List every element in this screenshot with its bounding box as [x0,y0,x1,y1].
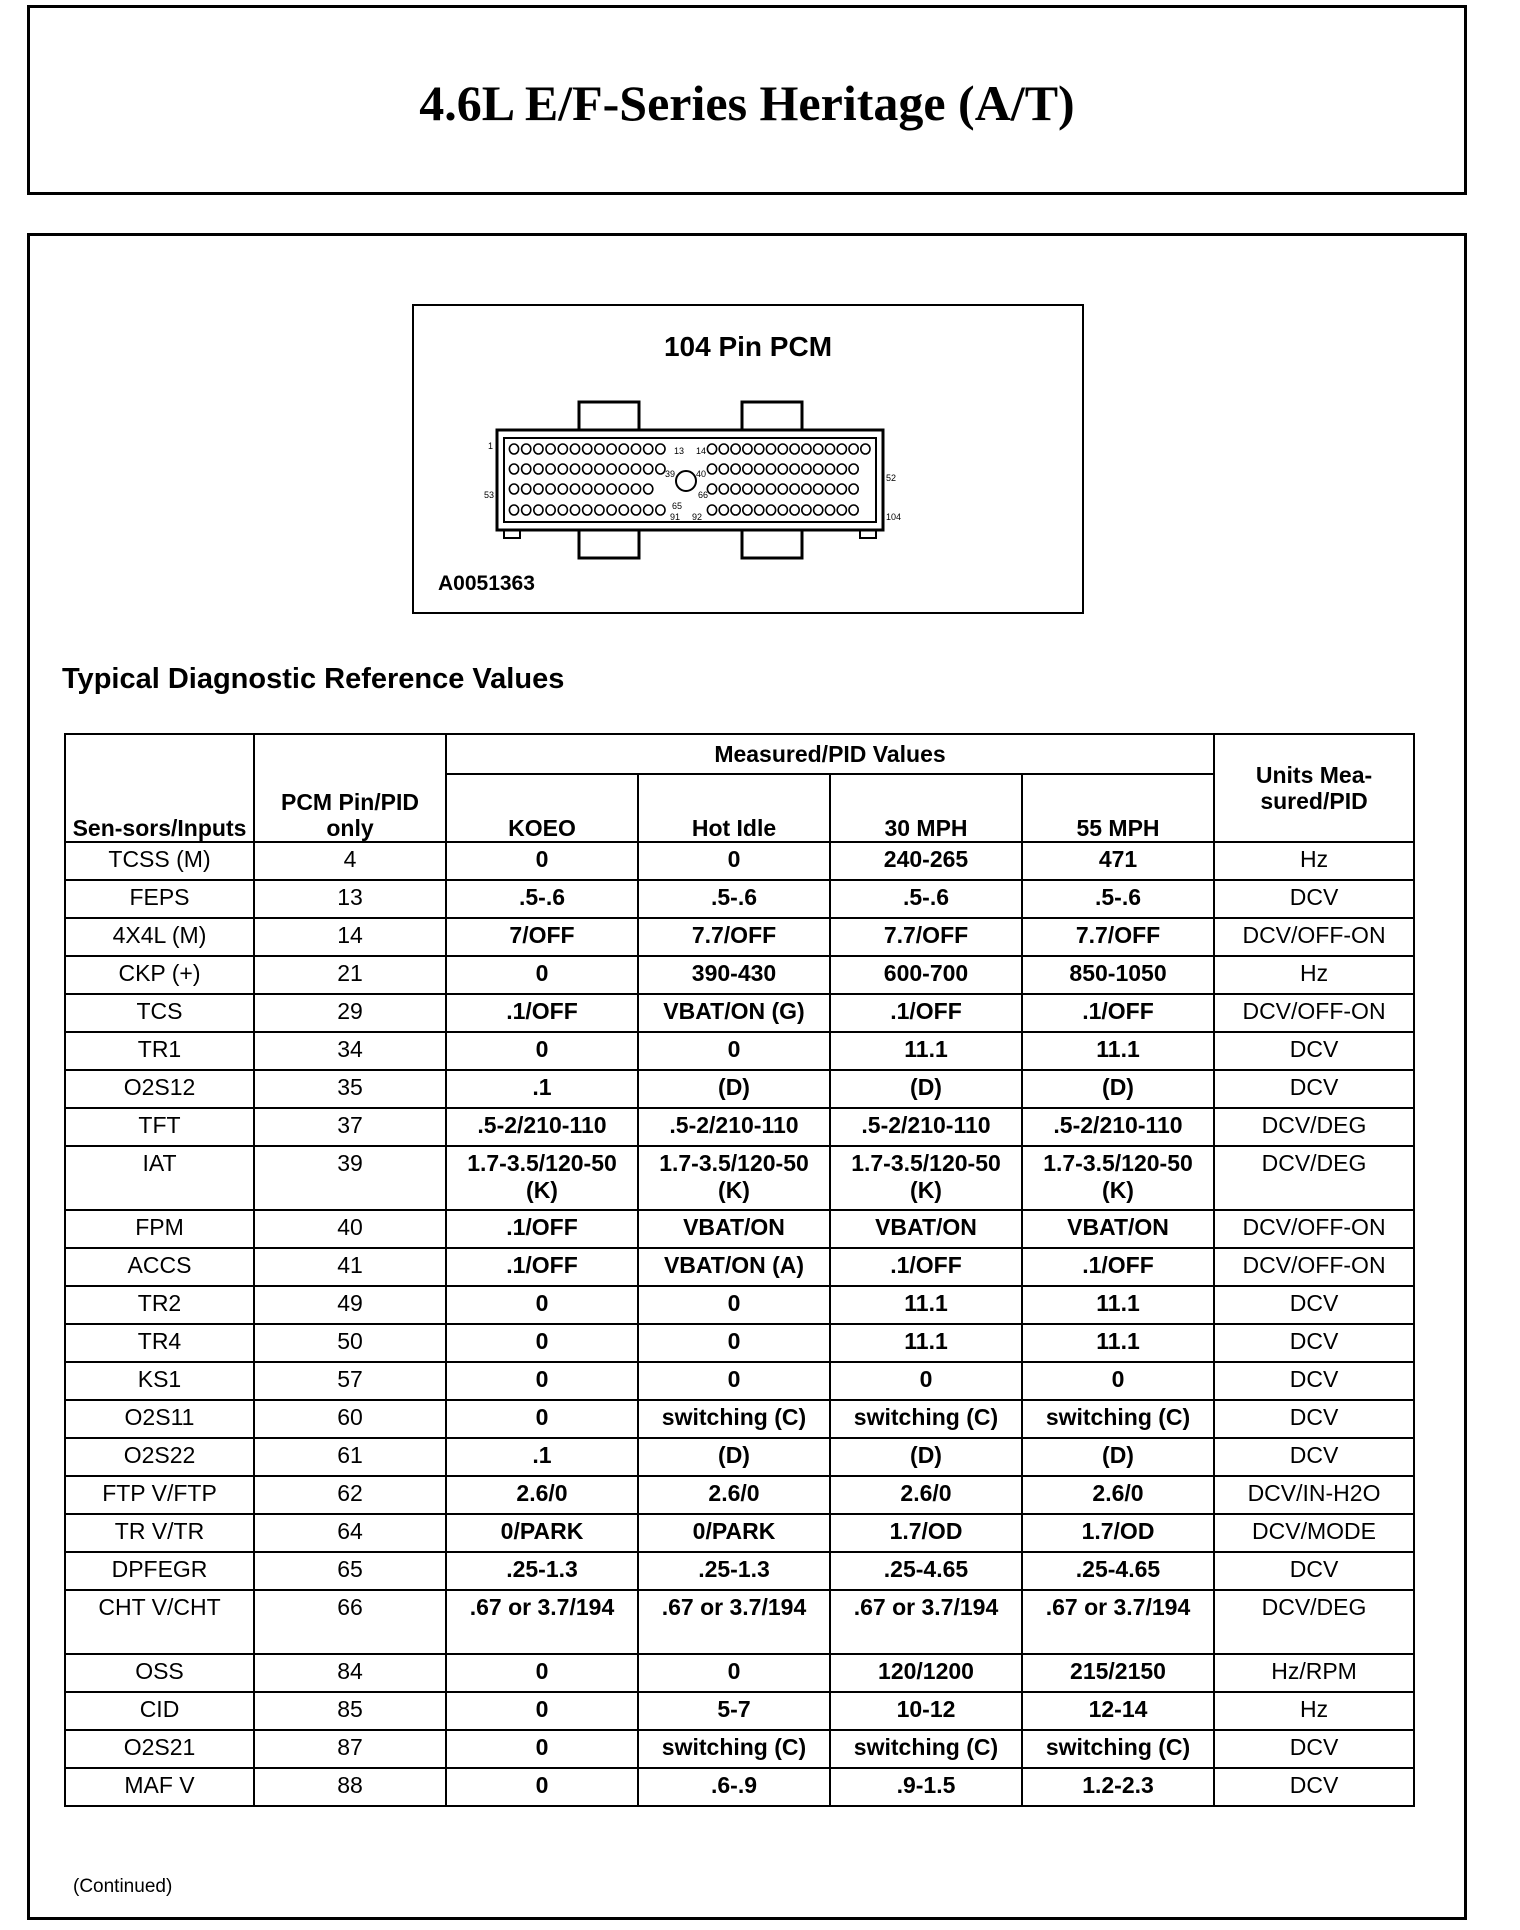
cell-mph55: 850-1050 [1022,956,1214,994]
cell-pin: 57 [254,1362,446,1400]
table-row [65,1070,1414,1108]
cell-koeo: 0 [446,1324,638,1362]
header-units: Units Mea-sured/PID [1214,734,1414,842]
cell-mph30: 600-700 [830,956,1022,994]
pin-label-104: 104 [886,512,902,522]
cell-hot-idle: 0 [638,842,830,880]
cell-pin: 61 [254,1438,446,1476]
header-hot-idle: Hot Idle [638,774,830,842]
cell-units: Hz [1214,1692,1414,1730]
cell-hot-idle: VBAT/ON (A) [638,1248,830,1286]
cell-sensor: CHT V/CHT [65,1590,254,1654]
title-box [27,5,1467,195]
table-row [65,918,1414,956]
cell-hot-idle: 0 [638,1286,830,1324]
cell-pin: 40 [254,1210,446,1248]
cell-units: DCV [1214,1362,1414,1400]
table-row [65,1476,1414,1514]
cell-hot-idle: switching (C) [638,1730,830,1768]
cell-koeo: .1/OFF [446,1210,638,1248]
cell-koeo: 0 [446,1286,638,1324]
cell-mph30: .1/OFF [830,994,1022,1032]
cell-mph55: 471 [1022,842,1214,880]
cell-koeo: 0 [446,1768,638,1806]
table-row [65,1400,1414,1438]
cell-mph55: 11.1 [1022,1324,1214,1362]
pin-label-91: 91 [670,512,681,522]
cell-units: DCV/DEG [1214,1590,1414,1654]
cell-mph30: .67 or 3.7/194 [830,1590,1022,1654]
cell-mph55: (D) [1022,1070,1214,1108]
cell-pin: 49 [254,1286,446,1324]
cell-mph30: .5-.6 [830,880,1022,918]
cell-mph30: 240-265 [830,842,1022,880]
cell-pin: 21 [254,956,446,994]
cell-mph55: 7.7/OFF [1022,918,1214,956]
cell-koeo: .5-2/210-110 [446,1108,638,1146]
cell-mph30: switching (C) [830,1400,1022,1438]
cell-pin: 37 [254,1108,446,1146]
cell-pin: 29 [254,994,446,1032]
cell-hot-idle: .25-1.3 [638,1552,830,1590]
cell-mph55: .5-.6 [1022,880,1214,918]
cell-mph55: 1.7-3.5/120-50 (K) [1022,1146,1214,1210]
table-row [65,1108,1414,1146]
cell-units: Hz [1214,956,1414,994]
cell-pin: 64 [254,1514,446,1552]
cell-units: DCV/IN-H2O [1214,1476,1414,1514]
cell-sensor: KS1 [65,1362,254,1400]
diagram-code: A0051363 [438,572,535,595]
cell-mph30: .9-1.5 [830,1768,1022,1806]
cell-hot-idle: .5-.6 [638,880,830,918]
pin-label-53: 53 [484,490,495,500]
cell-pin: 39 [254,1146,446,1210]
cell-sensor: TFT [65,1108,254,1146]
cell-mph55: 0 [1022,1362,1214,1400]
cell-units: DCV [1214,1286,1414,1324]
cell-mph30: VBAT/ON [830,1210,1022,1248]
table-row [65,956,1414,994]
cell-mph55: 11.1 [1022,1286,1214,1324]
cell-koeo: 0 [446,1654,638,1692]
pin-label-65: 65 [672,501,683,511]
cell-mph55: (D) [1022,1438,1214,1476]
table-row [65,1692,1414,1730]
cell-hot-idle: .5-2/210-110 [638,1108,830,1146]
cell-koeo: .67 or 3.7/194 [446,1590,638,1654]
table-row [65,994,1414,1032]
pin-label-40: 40 [696,469,707,479]
cell-sensor: MAF V [65,1768,254,1806]
cell-units: DCV [1214,1438,1414,1476]
cell-pin: 14 [254,918,446,956]
pin-label-13: 13 [674,446,685,456]
table-row [65,1552,1414,1590]
cell-mph55: .1/OFF [1022,1248,1214,1286]
cell-mph55: switching (C) [1022,1730,1214,1768]
cell-hot-idle: (D) [638,1070,830,1108]
cell-sensor: O2S21 [65,1730,254,1768]
cell-units: Hz/RPM [1214,1654,1414,1692]
cell-mph30: .5-2/210-110 [830,1108,1022,1146]
cell-koeo: .1 [446,1070,638,1108]
cell-pin: 62 [254,1476,446,1514]
cell-sensor: TR4 [65,1324,254,1362]
header-measured: Measured/PID Values [446,734,1214,774]
cell-units: DCV [1214,1768,1414,1806]
cell-units: DCV [1214,1552,1414,1590]
table-row [65,1324,1414,1362]
cell-pin: 87 [254,1730,446,1768]
pin-label-14: 14 [696,446,707,456]
cell-units: DCV/OFF-ON [1214,994,1414,1032]
cell-mph30: .25-4.65 [830,1552,1022,1590]
cell-units: DCV/MODE [1214,1514,1414,1552]
cell-pin: 50 [254,1324,446,1362]
header-30-mph: 30 MPH [830,774,1022,842]
cell-mph30: 11.1 [830,1032,1022,1070]
cell-koeo: 0 [446,1692,638,1730]
cell-mph30: .1/OFF [830,1248,1022,1286]
cell-mph55: .5-2/210-110 [1022,1108,1214,1146]
cell-hot-idle: 0 [638,1032,830,1070]
cell-koeo: 0 [446,956,638,994]
cell-koeo: 7/OFF [446,918,638,956]
cell-mph55: .67 or 3.7/194 [1022,1590,1214,1654]
table-row [65,1730,1414,1768]
header-sensors: Sen-sors/Inputs [65,734,254,842]
cell-pin: 84 [254,1654,446,1692]
cell-koeo: 0 [446,1032,638,1070]
cell-mph55: 215/2150 [1022,1654,1214,1692]
pcm-title: 104 Pin PCM [663,331,833,362]
cell-hot-idle: .6-.9 [638,1768,830,1806]
pin-label-66: 66 [698,490,709,500]
pin-label-92: 92 [692,512,703,522]
header-koeo: KOEO [446,774,638,842]
table-row [65,1590,1414,1654]
cell-koeo: .25-1.3 [446,1552,638,1590]
continued-note: (Continued) [73,1876,173,1897]
cell-units: DCV/DEG [1214,1108,1414,1146]
cell-units: DCV [1214,1070,1414,1108]
cell-sensor: TR2 [65,1286,254,1324]
cell-koeo: 2.6/0 [446,1476,638,1514]
cell-pin: 4 [254,842,446,880]
table-row [65,1248,1414,1286]
cell-pin: 13 [254,880,446,918]
cell-mph55: .1/OFF [1022,994,1214,1032]
table-row [65,1514,1414,1552]
table-row [65,1438,1414,1476]
cell-hot-idle: switching (C) [638,1400,830,1438]
cell-pin: 65 [254,1552,446,1590]
cell-koeo: 0 [446,1400,638,1438]
pcm-diagram [412,304,1084,614]
cell-mph55: VBAT/ON [1022,1210,1214,1248]
table-row [65,1654,1414,1692]
cell-hot-idle: 2.6/0 [638,1476,830,1514]
cell-hot-idle: 0 [638,1362,830,1400]
cell-sensor: O2S22 [65,1438,254,1476]
cell-koeo: .5-.6 [446,880,638,918]
connector-illustration [484,386,1004,566]
cell-sensor: OSS [65,1654,254,1692]
cell-mph30: 7.7/OFF [830,918,1022,956]
cell-units: DCV/OFF-ON [1214,1210,1414,1248]
cell-mph55: 2.6/0 [1022,1476,1214,1514]
table-row [65,880,1414,918]
cell-hot-idle: 0 [638,1654,830,1692]
cell-hot-idle: 7.7/OFF [638,918,830,956]
header-pin: PCM Pin/PID only [254,734,446,842]
cell-units: DCV [1214,1324,1414,1362]
reference-table [64,733,1415,1807]
cell-sensor: O2S12 [65,1070,254,1108]
cell-sensor: CID [65,1692,254,1730]
cell-mph55: 1.7/OD [1022,1514,1214,1552]
cell-mph30: 1.7/OD [830,1514,1022,1552]
cell-mph30: 2.6/0 [830,1476,1022,1514]
cell-pin: 85 [254,1692,446,1730]
cell-mph30: switching (C) [830,1730,1022,1768]
cell-sensor: TCS [65,994,254,1032]
cell-units: DCV [1214,1730,1414,1768]
cell-sensor: TCSS (M) [65,842,254,880]
cell-hot-idle: 0 [638,1324,830,1362]
cell-sensor: O2S11 [65,1400,254,1438]
cell-koeo: .1 [446,1438,638,1476]
table-row [65,1768,1414,1806]
cell-hot-idle: 5-7 [638,1692,830,1730]
table-row [65,1210,1414,1248]
cell-hot-idle: .67 or 3.7/194 [638,1590,830,1654]
cell-mph55: 1.2-2.3 [1022,1768,1214,1806]
cell-mph55: switching (C) [1022,1400,1214,1438]
cell-mph30: 11.1 [830,1324,1022,1362]
cell-koeo: 0/PARK [446,1514,638,1552]
section-heading: Typical Diagnostic Reference Values [62,663,565,695]
table-row [65,842,1414,880]
cell-hot-idle: (D) [638,1438,830,1476]
cell-koeo: 0 [446,1362,638,1400]
cell-pin: 34 [254,1032,446,1070]
cell-pin: 41 [254,1248,446,1286]
cell-hot-idle: 1.7-3.5/120-50 (K) [638,1146,830,1210]
cell-sensor: DPFEGR [65,1552,254,1590]
cell-koeo: 0 [446,1730,638,1768]
cell-units: DCV [1214,1032,1414,1070]
cell-units: DCV/DEG [1214,1146,1414,1210]
pin-label-1: 1 [488,441,494,451]
cell-hot-idle: 390-430 [638,956,830,994]
page-title: 4.6L E/F-Series Heritage (A/T) [419,75,1075,131]
cell-sensor: TR1 [65,1032,254,1070]
cell-sensor: CKP (+) [65,956,254,994]
cell-hot-idle: 0/PARK [638,1514,830,1552]
cell-pin: 88 [254,1768,446,1806]
cell-koeo: 1.7-3.5/120-50 (K) [446,1146,638,1210]
cell-units: DCV [1214,880,1414,918]
cell-pin: 35 [254,1070,446,1108]
cell-units: Hz [1214,842,1414,880]
cell-mph30: 10-12 [830,1692,1022,1730]
cell-mph30: 120/1200 [830,1654,1022,1692]
cell-units: DCV/OFF-ON [1214,918,1414,956]
cell-sensor: ACCS [65,1248,254,1286]
cell-sensor: TR V/TR [65,1514,254,1552]
table-row [65,1032,1414,1070]
table-row [65,1146,1414,1210]
cell-sensor: FTP V/FTP [65,1476,254,1514]
cell-mph55: 12-14 [1022,1692,1214,1730]
pin-label-39: 39 [665,469,676,479]
cell-mph30: (D) [830,1438,1022,1476]
cell-units: DCV/OFF-ON [1214,1248,1414,1286]
cell-mph30: 11.1 [830,1286,1022,1324]
pin-label-52: 52 [886,473,897,483]
header-55-mph: 55 MPH [1022,774,1214,842]
cell-hot-idle: VBAT/ON [638,1210,830,1248]
cell-pin: 66 [254,1590,446,1654]
cell-sensor: 4X4L (M) [65,918,254,956]
cell-sensor: IAT [65,1146,254,1210]
cell-mph30: 1.7-3.5/120-50 (K) [830,1146,1022,1210]
table-row [65,1286,1414,1324]
cell-hot-idle: VBAT/ON (G) [638,994,830,1032]
cell-sensor: FPM [65,1210,254,1248]
cell-pin: 60 [254,1400,446,1438]
cell-sensor: FEPS [65,880,254,918]
cell-koeo: .1/OFF [446,994,638,1032]
cell-koeo: 0 [446,842,638,880]
cell-mph55: .25-4.65 [1022,1552,1214,1590]
cell-koeo: .1/OFF [446,1248,638,1286]
cell-mph30: 0 [830,1362,1022,1400]
cell-mph55: 11.1 [1022,1032,1214,1070]
table-row [65,1362,1414,1400]
cell-mph30: (D) [830,1070,1022,1108]
cell-units: DCV [1214,1400,1414,1438]
